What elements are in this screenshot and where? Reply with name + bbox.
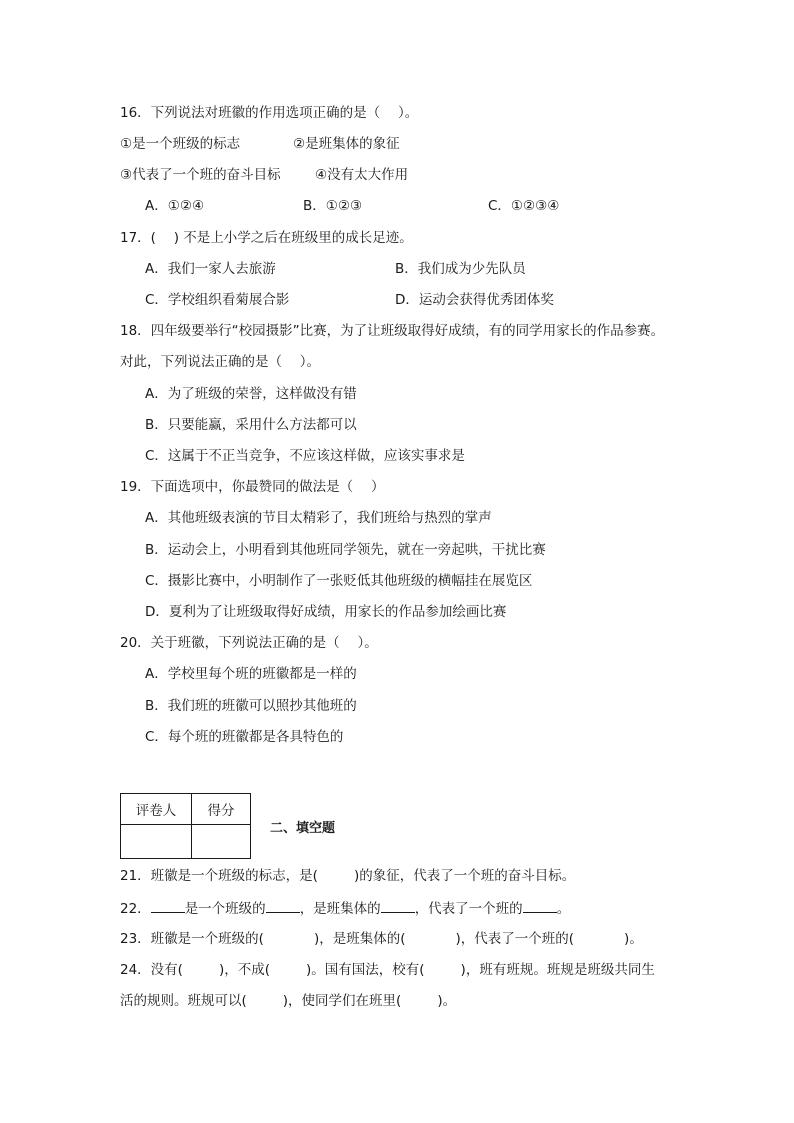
q22-text-c: ，是班集体的 [299,901,381,917]
q21-text-b: )的象征，代表了一个班的奋斗目标。 [353,868,576,884]
q23-text-d: )。 [624,931,643,947]
q22-blank-4[interactable] [523,898,557,913]
q17-option-c[interactable]: C．学校组织看菊展合影 [145,292,290,308]
q23-text-c: )，代表了一个班的( [455,931,575,947]
score-table [120,793,251,859]
q20-option-a[interactable]: A．学校里每个班的班徽都是一样的 [145,666,357,682]
q16-statement-1: ①是一个班级的标志 [120,136,241,152]
q20-option-b[interactable]: B．我们班的班徽可以照抄其他班的 [145,698,357,714]
grader-cell[interactable] [121,825,192,859]
q20-option-c[interactable]: C．每个班的班徽都是各具特色的 [145,729,344,745]
q22-line [120,898,570,919]
q24-text-a: 24．没有( [120,962,183,978]
q17-option-d[interactable]: D．运动会获得优秀团体奖 [395,292,554,308]
q17-option-b[interactable]: B．我们成为少先队员 [395,261,526,277]
q16-option-b[interactable]: B．①②③ [303,198,363,214]
q24-text-c: )。国有国法，校有( [306,962,425,978]
q16-option-c[interactable]: C．①②③④ [488,198,560,214]
q19-stem: 19．下面选项中，你最赞同的做法是（ ） [120,479,385,495]
q22-text-b: 是一个班级的 [184,901,266,917]
q16-stem: 16．下列说法对班徽的作用选项正确的是（ ）。 [120,105,419,121]
q24-line1 [120,960,655,980]
q18-option-c[interactable]: C．这属于不正当竞争，不应该这样做，应该实事求是 [145,448,465,464]
q16-statement-3: ③代表了一个班的奋斗目标 [120,167,281,183]
q23-text-b: )，是班集体的( [313,931,406,947]
q19-option-c[interactable]: C．摄影比赛中，小明制作了一张贬低其他班级的横幅挂在展览区 [145,573,533,589]
q18-option-a[interactable]: A．为了班级的荣誉，这样做没有错 [145,386,357,402]
q17-stem: 17．( ) 不是上小学之后在班级里的成长足迹。 [120,230,413,246]
q22-text-e: 。 [556,901,571,917]
q16-option-a[interactable]: A．①②④ [145,198,205,214]
q22-blank-3[interactable] [381,898,415,913]
q24-text-f: )，使同学们在班里( [282,993,402,1009]
score-header: 得分 [192,794,251,825]
q23-line [120,929,643,949]
q20-stem: 20．关于班徽，下列说法正确的是（ ）。 [120,635,378,651]
section-title: 二、填空题 [270,821,336,836]
q19-option-a[interactable]: A．其他班级表演的节目太精彩了，我们班给与热烈的掌声 [145,510,492,526]
grader-header: 评卷人 [121,794,192,825]
q24-text-d: )，班有班规。班规是班级共同生 [460,962,655,978]
q18-stem-line1: 18．四年级要举行“校园摄影”比赛，为了让班级取得好成绩，有的同学用家长的作品参赛。 [120,323,665,339]
q22-text-a: 22． [120,901,151,917]
q22-blank-2[interactable] [266,898,300,913]
q16-statement-2: ②是班集体的象征 [293,136,400,152]
q16-statement-4: ④没有太大作用 [315,167,409,183]
q22-text-d: ，代表了一个班的 [414,901,523,917]
q19-option-b[interactable]: B．运动会上，小明看到其他班同学领先，就在一旁起哄，干扰比赛 [145,542,546,558]
q24-text-g: )。 [437,993,457,1009]
score-cell[interactable] [192,825,251,859]
q24-text-e: 活的规则。班规可以( [120,993,247,1009]
q17-option-a[interactable]: A．我们一家人去旅游 [145,261,276,277]
q19-option-d[interactable]: D．夏利为了让班级取得好成绩，用家长的作品参加绘画比赛 [145,604,507,620]
q23-text-a: 23．班徽是一个班级的( [120,931,264,947]
q21-text-a: 21．班徽是一个班级的标志，是( [120,868,318,884]
q21-line [120,866,575,886]
q24-text-b: )，不成( [218,962,270,978]
q22-blank-1[interactable] [151,898,185,913]
q24-line2 [120,991,456,1011]
q18-option-b[interactable]: B．只要能赢，采用什么方法都可以 [145,417,357,433]
q18-stem-line2: 对此，下列说法正确的是（ ）。 [120,354,321,370]
